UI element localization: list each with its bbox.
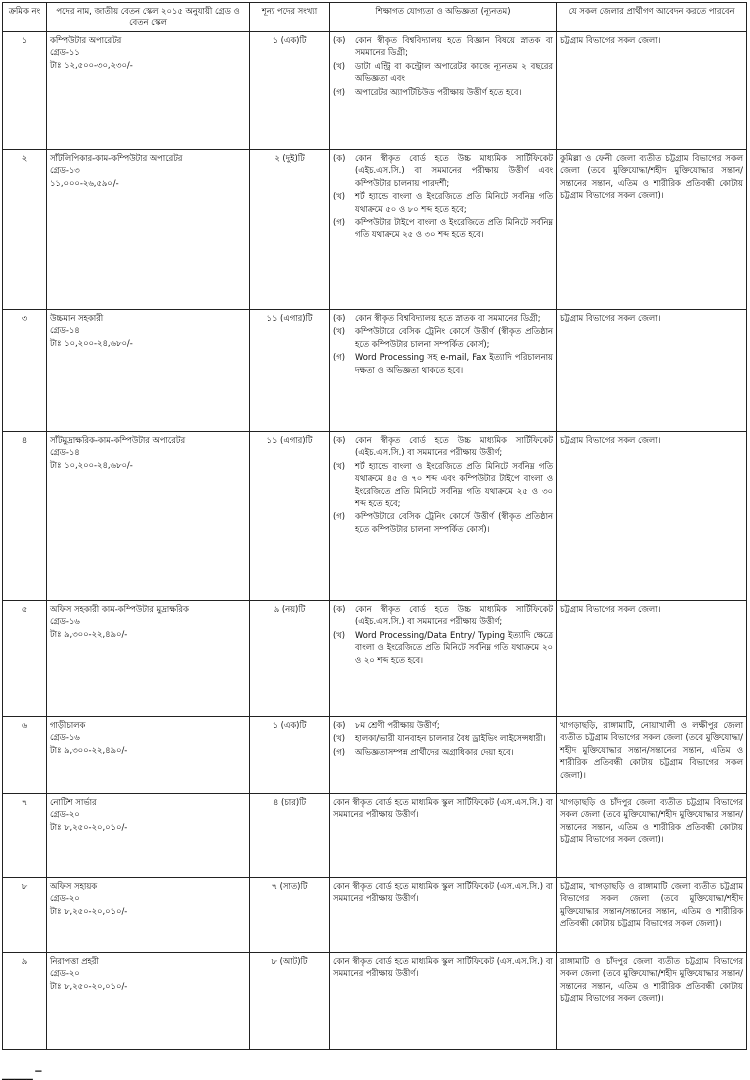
post-grade: গ্রেড-১৪ bbox=[50, 325, 80, 336]
post-cell bbox=[47, 150, 250, 310]
serial-cell: ৮ bbox=[3, 878, 47, 953]
qualification-text: Word Processing সহ e-mail, Fax ইত্যাদি পরিচালনায় দক্ষতা ও অভিজ্ঞতা থাকতে হবে। bbox=[355, 352, 553, 375]
qualification-mark: (খ) bbox=[333, 60, 346, 71]
qualification-mark: (গ) bbox=[333, 352, 346, 363]
qualification-mark: (খ) bbox=[333, 460, 346, 471]
post-cell bbox=[47, 601, 250, 717]
table-row bbox=[3, 794, 747, 878]
qualification-item bbox=[333, 351, 553, 376]
qualification-text: কোন স্বীকৃত বোর্ড হতে উচ্চ মাধ্যমিক সার্টিফিকেট (এইচ.এস.সি.) বা সমমানের পরীক্ষায় উত্তীর্ণ; bbox=[355, 435, 553, 458]
table-row bbox=[3, 878, 747, 953]
qualification-cell bbox=[330, 601, 557, 717]
eligible-districts-cell: চট্টগ্রাম, খাগড়াছড়ি ও রাঙ্গামাটি জেলা ব্যতীত চট্টগ্রাম বিভাগের সকল জেলা (তবে মুক্তিযোদ্ধা/শহীদ মুক্তিযোদ্ধার সন্তান/সন্তানের সন্তান, এতিম ও শারীরিক প্রতিবন্ধী কোটায় চট্টগ্রাম বিভাগের সকল জেলা)। bbox=[557, 878, 747, 953]
qualification-item bbox=[333, 746, 553, 758]
post-name: অফিস সহায়ক bbox=[50, 881, 98, 891]
post-name: অফিস সহকারী কাম-কম্পিউটার মুদ্রাক্ষরিক bbox=[50, 604, 189, 614]
post-name: সাঁটলিপিকার-কাম-কম্পিউটার অপারেটর bbox=[50, 153, 183, 163]
eligible-districts-cell: চট্টগ্রাম বিভাগের সকল জেলা। bbox=[557, 310, 747, 432]
serial-cell: ১ bbox=[3, 32, 47, 150]
qualification-item bbox=[333, 152, 553, 189]
qualification-item bbox=[333, 603, 553, 628]
header-post: পদের নাম, জাতীয় বেতন স্কেল ২০১৫ অনুযায়ী গ্রেড ও বেতন স্কেল bbox=[47, 3, 250, 32]
qualification-cell bbox=[330, 953, 557, 1050]
qualification-text: কোন স্বীকৃত বোর্ড হতে মাধ্যমিক স্কুল সার্টিফিকেট (এস.এস.সি.) বা সমমানের পরীক্ষায় উত্তীর্ণ। bbox=[333, 881, 553, 904]
post-name: নোটিশ সার্ভার bbox=[50, 797, 97, 807]
qualification-mark: (খ) bbox=[333, 733, 346, 744]
qualification-mark: (খ) bbox=[333, 629, 346, 640]
qualification-mark: (গ) bbox=[333, 217, 346, 228]
qualification-cell bbox=[330, 717, 557, 794]
qualification-item bbox=[333, 312, 553, 324]
serial-cell: ২ bbox=[3, 150, 47, 310]
vacancy-count-cell: ৪ (চার)টি bbox=[250, 794, 330, 878]
qualification-mark: (ক) bbox=[333, 153, 346, 163]
qualification-mark: (ক) bbox=[333, 35, 346, 45]
qualification-item bbox=[333, 60, 553, 85]
table-row bbox=[3, 432, 747, 601]
serial-cell: ৪ bbox=[3, 432, 47, 601]
table-row bbox=[3, 717, 747, 794]
post-pay-scale: ১১,০০০-২৬,৫৯০/- bbox=[50, 177, 119, 188]
post-cell bbox=[47, 310, 250, 432]
table-body bbox=[3, 32, 747, 1050]
qualification-cell bbox=[330, 150, 557, 310]
qualification-item bbox=[333, 629, 553, 666]
post-pay-scale: টাঃ ১০,২০০-২৪,৬৮০/- bbox=[50, 337, 133, 348]
serial-cell: ৩ bbox=[3, 310, 47, 432]
qualification-item bbox=[333, 325, 553, 350]
eligible-districts-cell: চট্টগ্রাম বিভাগের সকল জেলা। bbox=[557, 432, 747, 601]
serial-cell: ৬ bbox=[3, 717, 47, 794]
qualification-text: কোন স্বীকৃত বিশ্ববিদ্যালয় হতে বিজ্ঞান বিষয়ে স্নাতক বা সমমানের ডিগ্রী; bbox=[355, 35, 553, 58]
serial-cell: ৯ bbox=[3, 953, 47, 1050]
qualification-text: কোন স্বীকৃত বোর্ড হতে মাধ্যমিক স্কুল সার্টিফিকেট (এস.এস.সি.) বা সমমানের পরীক্ষায় উত্তীর্ণ। bbox=[333, 956, 553, 979]
qualification-text: শর্ট হ্যান্ডে বাংলা ও ইংরেজিতে প্রতি মিনিটে সর্বনিম্ন গতি যথাক্রমে ৫০ ও ৮০ শব্দ হতে হবে; bbox=[355, 191, 553, 214]
table-row bbox=[3, 310, 747, 432]
eligible-districts-cell: কুমিল্লা ও ফেনী জেলা ব্যতীত চট্টগ্রাম বিভাগের সকল জেলা (তবে মুক্তিযোদ্ধা/শহীদ মুক্তিযোদ্ধার সন্তান/সন্তানের সন্তান, এতিম ও শারীরিক প্রতিবন্ধী কোটায় চট্টগ্রাম বিভাগের সকল জেলা)। bbox=[557, 150, 747, 310]
post-pay-scale: টাঃ ১২,৫০০-৩০,২৩০/- bbox=[50, 59, 133, 70]
post-grade: গ্রেড-২০ bbox=[50, 893, 80, 904]
post-name: সাঁটমুদ্রাক্ষরিক-কাম-কম্পিউটার অপারেটর bbox=[50, 435, 186, 445]
vacancy-count-cell: ৯ (নয়)টি bbox=[250, 601, 330, 717]
qualification-text: ডাটা এন্ট্রি বা কন্ট্রোল অপারেটর কাজে ন্যূনতম ২ বছরের অভিজ্ঞতা এবং bbox=[355, 60, 553, 84]
vacancy-count-cell: ১ (এক)টি bbox=[250, 32, 330, 150]
post-pay-scale: টাঃ ৯,৩০০-২২,৪৯০/- bbox=[50, 628, 128, 639]
post-name: কম্পিউটার অপারেটর bbox=[50, 35, 122, 45]
qualification-text: কোন স্বীকৃত বোর্ড হতে উচ্চ মাধ্যমিক সার্টিফিকেট (এইচ.এস.সি.) বা সমমানের পরীক্ষায় উত্তীর্ণ এবং কম্পিউটার চালনায় পারদর্শী; bbox=[355, 153, 553, 188]
qualification-cell bbox=[330, 432, 557, 601]
qualification-text: অপারেটর অ্যাপটিচিউড পরীক্ষায় উত্তীর্ণ হতে হবে। bbox=[355, 86, 522, 97]
qualification-mark: (খ) bbox=[333, 191, 346, 202]
qualification-text: কোন স্বীকৃত বোর্ড হতে মাধ্যমিক স্কুল সার্টিফিকেট (এস.এস.সি.) বা সমমানের পরীক্ষায় উত্তীর্ণ। bbox=[333, 797, 553, 820]
qualification-text: কম্পিউটারে বেসিক ট্রেনিং কোর্সে উত্তীর্ণ (স্বীকৃত প্রতিষ্ঠান হতে কম্পিউটার চালনা সম্পর্কিত কোর্স); bbox=[355, 326, 553, 349]
qualification-mark: (ক) bbox=[333, 313, 346, 323]
table-row bbox=[3, 150, 747, 310]
qualification-cell bbox=[330, 794, 557, 878]
header-vacancy: শূন্য পদের সংখ্যা bbox=[250, 3, 330, 32]
post-pay-scale: টাঃ ১০,২০০-২৪,৬৮০/- bbox=[50, 459, 133, 470]
qualification-text: হালকা/ভারী যানবাহন চালনার বৈধ ড্রাইভিং লাইসেন্সধারী। bbox=[355, 733, 546, 744]
post-grade: গ্রেড-১৬ bbox=[50, 616, 80, 627]
qualification-text: Word Processing/Data Entry/ Typing ইত্যাদি ক্ষেত্রে বাংলা ও ইংরেজিতে প্রতি মিনিটে সর্বনিম্ন গতি যথাক্রমে ২০ ও ২০ শব্দ হতে হবে। bbox=[355, 629, 553, 665]
post-pay-scale: টাঃ ৮,২৫০-২০,০১০/- bbox=[50, 821, 128, 832]
table-row bbox=[3, 953, 747, 1050]
post-cell bbox=[47, 794, 250, 878]
qualification-item bbox=[333, 34, 553, 59]
qualification-mark: (খ) bbox=[333, 326, 346, 337]
post-pay-scale: টাঃ ৮,২৫০-২০,০১০/- bbox=[50, 980, 128, 991]
qualification-text: কোন স্বীকৃত বিশ্ববিদ্যালয় হতে স্নাতক বা সমমানের ডিগ্রী; bbox=[355, 313, 541, 323]
table-row bbox=[3, 32, 747, 150]
qualification-mark: (ক) bbox=[333, 720, 346, 730]
qualification-mark: (গ) bbox=[333, 511, 346, 522]
vacancy-count-cell: ৭ (সাত)টি bbox=[250, 878, 330, 953]
post-cell bbox=[47, 432, 250, 601]
qualification-text: কম্পিউটার টাইপে বাংলা ও ইংরেজিতে প্রতি মিনিটে সর্বনিম্ন গতি যথাক্রমে ২৫ ও ৩০ শব্দ হতে হবে। bbox=[355, 217, 553, 240]
qualification-item bbox=[333, 434, 553, 459]
qualification-item bbox=[333, 719, 553, 731]
vacancy-count-cell: ২ (দুই)টি bbox=[250, 150, 330, 310]
header-districts: যে সকল জেলার প্রার্থীগণ আবেদন করতে পারবেন bbox=[557, 3, 747, 32]
qualification-item bbox=[333, 510, 553, 535]
post-name: উচ্চমান সহকারী bbox=[50, 313, 104, 323]
eligible-districts-cell: চট্টগ্রাম বিভাগের সকল জেলা। bbox=[557, 32, 747, 150]
qualification-item bbox=[333, 86, 553, 98]
eligible-districts-cell: রাঙ্গামাটি ও চাঁদপুর জেলা ব্যতীত চট্টগ্রাম বিভাগের সকল জেলা (তবে মুক্তিযোদ্ধা/শহীদ মুক্তিযোদ্ধার সন্তান/সন্তানের সন্তান, এতিম ও শারীরিক প্রতিবন্ধী কোটায় চট্টগ্রাম বিভাগের সকল জেলা)। bbox=[557, 953, 747, 1050]
page-edge-fragment: ▁▁▁▁▁ ▔ bbox=[2, 1071, 42, 1080]
qualification-mark: (ক) bbox=[333, 604, 346, 614]
post-grade: গ্রেড-১৪ bbox=[50, 447, 80, 458]
qualification-mark: (গ) bbox=[333, 746, 346, 757]
qualification-item bbox=[333, 190, 553, 215]
vacancy-count-cell: ১১ (এগার)টি bbox=[250, 310, 330, 432]
post-pay-scale: টাঃ ৮,২৫০-২০,০১০/- bbox=[50, 905, 128, 916]
qualification-item bbox=[333, 460, 553, 510]
qualification-text: কোন স্বীকৃত বোর্ড হতে উচ্চ মাধ্যমিক সার্টিফিকেট (এইচ.এস.সি.) বা সমমানের পরীক্ষায় উত্তীর্ণ; bbox=[355, 604, 553, 627]
qualification-item bbox=[333, 732, 553, 744]
post-name: গাড়ীচালক bbox=[50, 720, 86, 730]
vacancy-table bbox=[2, 2, 747, 1050]
qualification-text: ৮ম শ্রেণী পরীক্ষায় উত্তীর্ণ; bbox=[355, 720, 440, 730]
table-row bbox=[3, 601, 747, 717]
header-qualification: শিক্ষাগত যোগ্যতা ও অভিজ্ঞতা (ন্যূনতম) bbox=[330, 3, 557, 32]
eligible-districts-cell: খাগড়াছড়ি ও চাঁদপুর জেলা ব্যতীত চট্টগ্রাম বিভাগের সকল জেলা (তবে মুক্তিযোদ্ধা/শহীদ মুক্তিযোদ্ধার সন্তান/সন্তানের সন্তান, এতিম ও শারীরিক প্রতিবন্ধী কোটায় চট্টগ্রাম বিভাগের সকল জেলা)। bbox=[557, 794, 747, 878]
serial-cell: ৫ bbox=[3, 601, 47, 717]
qualification-item bbox=[333, 216, 553, 241]
qualification-text: কম্পিউটারে বেসিক ট্রেনিং কোর্সে উত্তীর্ণ (স্বীকৃত প্রতিষ্ঠান হতে কম্পিউটার চালনা সম্পর্কিত কোর্স)। bbox=[355, 511, 553, 534]
vacancy-count-cell: ১১ (এগার)টি bbox=[250, 432, 330, 601]
serial-cell: ৭ bbox=[3, 794, 47, 878]
eligible-districts-cell: চট্টগ্রাম বিভাগের সকল জেলা। bbox=[557, 601, 747, 717]
post-grade: গ্রেড-১৬ bbox=[50, 732, 80, 743]
qualification-mark: (ক) bbox=[333, 435, 346, 445]
post-name: নিরাপত্তা প্রহরী bbox=[50, 956, 99, 966]
post-grade: গ্রেড-২০ bbox=[50, 968, 80, 979]
qualification-text: অভিজ্ঞতাসম্পন্ন প্রার্থীদের অগ্রাধিকার দেয়া হবে। bbox=[355, 746, 514, 757]
post-cell bbox=[47, 717, 250, 794]
qualification-text: শর্ট হ্যান্ডে বাংলা ও ইংরেজিতে প্রতি মিনিটে সর্বনিম্ন গতি যথাক্রমে ৪৫ ও ৭০ শব্দ এবং কম্পিউটার টাইপে বাংলা ও ইংরেজিতে প্রতি মিনিটে সর্বনিম্ন গতি যথাক্রমে ২৫ ও ৩০ শব্দ হতে হবে; bbox=[355, 460, 553, 509]
eligible-districts-cell: খাগড়াছড়ি, রাঙ্গামাটি, নোয়াখালী ও লক্ষীপুর জেলা ব্যতীত চট্টগ্রাম বিভাগের সকল জেলা (তবে মুক্তিযোদ্ধা/শহীদ মুক্তিযোদ্ধার সন্তান/সন্তানের সন্তান, এতিম ও শারীরিক প্রতিবন্ধী কোটায় চট্টগ্রাম বিভাগের সকল জেলা)। bbox=[557, 717, 747, 794]
post-cell bbox=[47, 953, 250, 1050]
qualification-cell bbox=[330, 878, 557, 953]
vacancy-count-cell: ১ (এক)টি bbox=[250, 717, 330, 794]
header-serial: ক্রমিক নং bbox=[3, 3, 47, 32]
post-grade: গ্রেড-২০ bbox=[50, 809, 80, 820]
table-header bbox=[3, 3, 747, 32]
post-cell bbox=[47, 32, 250, 150]
qualification-mark: (গ) bbox=[333, 86, 346, 97]
post-pay-scale: টাঃ ৯,৩০০-২২,৪৯০/- bbox=[50, 744, 128, 755]
qualification-cell bbox=[330, 310, 557, 432]
post-cell bbox=[47, 878, 250, 953]
qualification-cell bbox=[330, 32, 557, 150]
post-grade: গ্রেড-১৩ bbox=[50, 165, 80, 176]
post-grade: গ্রেড-১১ bbox=[50, 47, 80, 58]
vacancy-count-cell: ৮ (আট)টি bbox=[250, 953, 330, 1050]
